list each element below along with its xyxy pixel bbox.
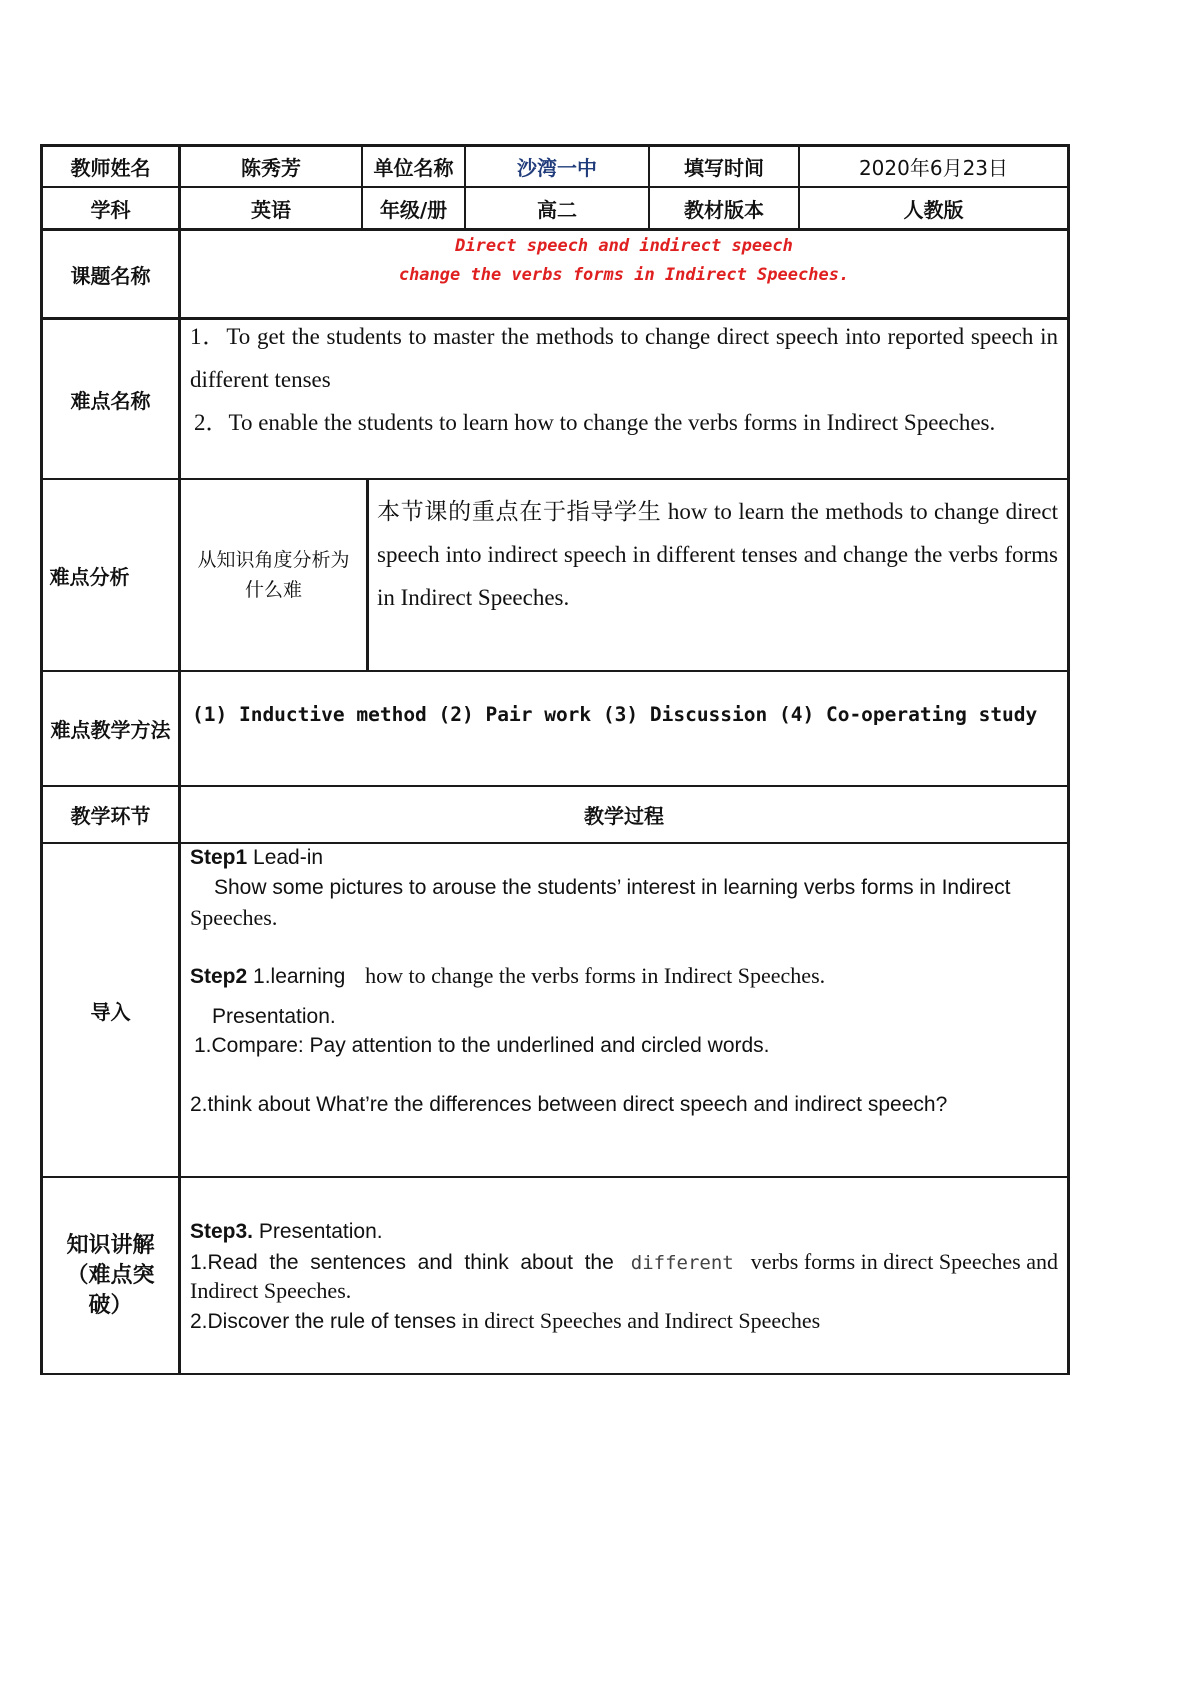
grade-label: 年级/册 [379,197,448,222]
analysis-text-line-2: speech into indirect speech in different tenses and change the verbs forms [377,542,1058,567]
table-border [178,144,181,1375]
method-text: (1) Inductive method (2) Pair work (3) Discussion (4) Co-operating study [192,703,1038,726]
topic-line-2: change the verbs forms in Indirect Speeches. [398,265,850,285]
knowledge-label-line-1: 知识讲解 [66,1232,155,1258]
topic-line-1: Direct speech and indirect speech [455,236,793,256]
unit-name-value: 沙湾一中 [517,156,597,180]
edition-value: 人教版 [903,197,964,222]
table-border [1067,144,1070,1375]
step1-title: Step1 [190,846,248,869]
analysis-text-line-3: in Indirect Speeches. [377,585,570,610]
presentation-line: Presentation. [212,1005,336,1028]
unit-name-label: 单位名称 [373,156,454,180]
topic-label: 课题名称 [70,263,151,288]
difficulty-item-2: 2．To enable the students to learn how to change the verbs forms in Indirect Speeches. [194,410,996,435]
table-border [40,1373,1070,1375]
discover-part-a: 2.Discover the rule of tenses [190,1310,457,1333]
table-border [40,670,1070,672]
teaching-stage-label: 教学环节 [70,804,151,828]
step2-title: Step2 [190,965,248,988]
edition-label: 教材版本 [684,197,764,222]
knowledge-label-line-2: （难点突 [66,1262,155,1288]
teacher-name-value: 陈秀芳 [241,156,301,180]
knowledge-label-line-3: 破） [88,1292,133,1318]
step1-line-2: Speeches. [190,905,278,930]
grade-value: 高二 [537,197,577,222]
discover-line [190,1308,820,1334]
method-label: 难点教学方法 [50,718,171,742]
step1-heading [190,846,323,870]
step2-heading [190,963,825,989]
subject-label: 学科 [90,197,131,222]
teacher-name-label: 教师姓名 [70,156,151,180]
fill-date-value: 2020年6月23日 [858,156,1009,180]
subject-value: 英语 [251,197,291,222]
read-part-a: 1.Read the sentences and think about the [190,1251,614,1274]
difficulty-item-1: 1．To get the students to master the methods to change direct speech into reported speech in [190,324,1058,349]
analysis-text-line-1: 本节课的重点在于指导学生 how to learn the methods to change direct [377,499,1058,524]
table-border [40,1176,1070,1178]
step2-part-b: how to change the verbs forms in Indirect Speeches. [365,963,826,988]
read-line-1 [190,1249,1058,1275]
difficulty-item-1-cont: different tenses [190,367,331,392]
step1-line-1: Show some pictures to arouse the students’ interest in learning verbs forms in Indirect [214,876,1011,899]
difficulty-label: 难点名称 [70,388,151,413]
knowledge-label [43,1178,178,1373]
table-border [40,842,1070,844]
read-part-b: different [630,1252,734,1274]
step3-rest: Presentation. [253,1220,383,1243]
discover-part-b: in direct Speeches and Indirect Speeches [456,1308,821,1333]
read-line-2: Indirect Speeches. [190,1278,352,1303]
step3-title: Step3. [190,1220,254,1243]
read-part-c: verbs forms in direct Speeches and [750,1249,1058,1274]
compare-line: 1.Compare: Pay attention to the underlined and circled words. [194,1034,770,1057]
think-line: 2.think about What’re the differences between direct speech and indirect speech? [190,1093,948,1116]
teaching-process-label: 教学过程 [584,804,664,828]
fill-date-label: 填写时间 [684,156,764,180]
analysis-sub-label [181,480,366,670]
analysis-sub-label-line-1: 从知识角度分析为 [197,549,350,571]
step3-heading [190,1220,383,1244]
analysis-label: 难点分析 [49,564,130,589]
step1-rest: Lead-in [247,846,324,869]
table-border [366,478,369,672]
intro-label: 导入 [90,999,131,1024]
analysis-sub-label-line-2: 什么难 [244,579,302,601]
table-border [40,228,1070,231]
step2-part-a: 1.learning [247,965,346,988]
